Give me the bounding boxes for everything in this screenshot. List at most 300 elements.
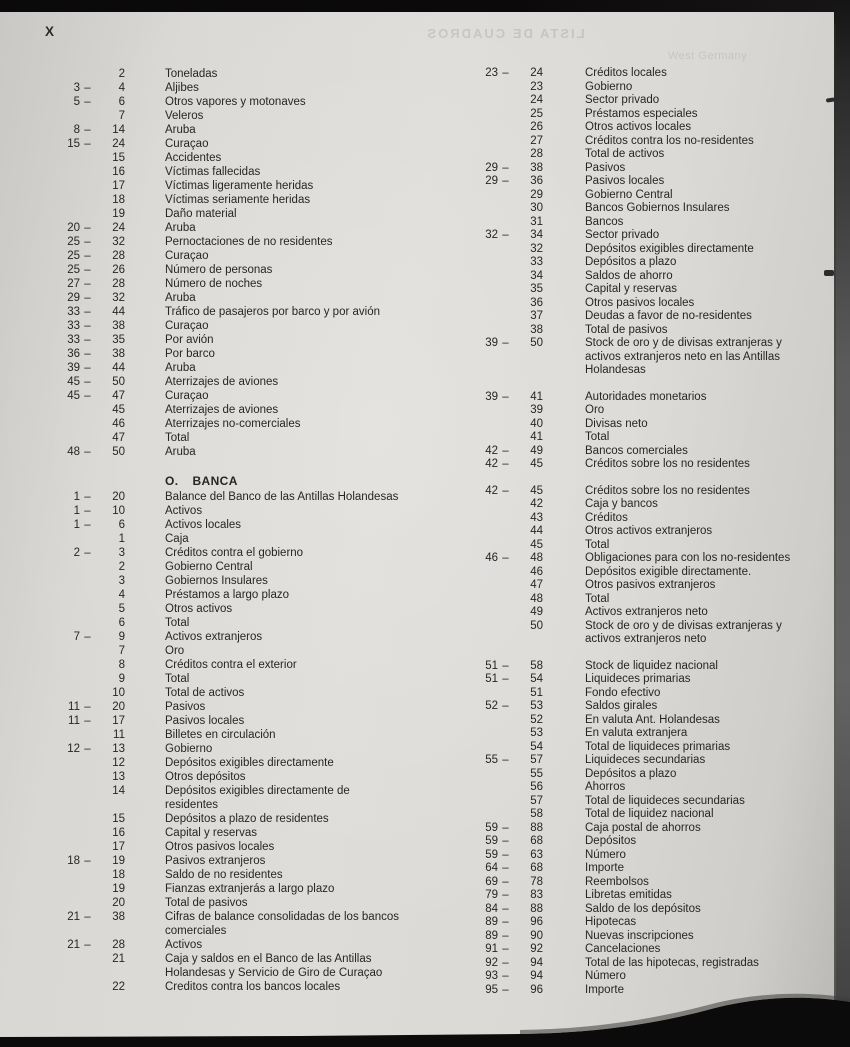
table-number-end: 21 bbox=[112, 953, 125, 965]
table-number-end: 25 bbox=[530, 107, 543, 120]
table-title: Bancos Gobiernos Insulares bbox=[585, 202, 730, 214]
table-number-end: 28 bbox=[530, 148, 543, 160]
table-number-end: 10 bbox=[112, 505, 125, 517]
table-number-end: 38 bbox=[112, 320, 125, 332]
range-dash: – bbox=[502, 862, 509, 874]
table-number-start: 1 bbox=[73, 519, 80, 531]
table-title: Capital y reservas bbox=[585, 283, 678, 295]
table-title: Créditos locales bbox=[585, 67, 667, 79]
range-dash: – bbox=[502, 444, 509, 457]
paper bbox=[0, 10, 836, 1047]
table-title: Por barco bbox=[165, 348, 215, 360]
table-number-start: 33 bbox=[67, 334, 80, 346]
section-header bbox=[40, 474, 454, 488]
index-row bbox=[458, 485, 842, 499]
table-number-end: 14 bbox=[112, 785, 125, 797]
table-number-start: 1 bbox=[73, 505, 80, 517]
table-number-end: 41 bbox=[530, 390, 543, 403]
table-title: Otros vapores y motonaves bbox=[165, 96, 306, 108]
range-dash: – bbox=[502, 956, 509, 969]
table-number-end: 50 bbox=[112, 446, 125, 458]
table-number-start: 59 bbox=[485, 821, 498, 834]
table-number-start: 15 bbox=[67, 138, 80, 150]
index-row bbox=[40, 305, 454, 319]
table-title: Aruba bbox=[165, 124, 196, 136]
table-number-start: 39 bbox=[67, 362, 80, 374]
table-number-start: 33 bbox=[67, 320, 80, 332]
range-dash: – bbox=[84, 278, 91, 290]
table-number-end: 24 bbox=[112, 222, 125, 234]
table-number-end: 46 bbox=[112, 418, 125, 430]
range-dash: – bbox=[502, 673, 509, 685]
index-row bbox=[40, 263, 454, 277]
table-number-end: 54 bbox=[530, 673, 543, 685]
table-number-end: 22 bbox=[112, 981, 125, 993]
index-row bbox=[40, 686, 454, 700]
table-title: Total de activos bbox=[585, 148, 665, 160]
index-row bbox=[458, 498, 842, 512]
index-row bbox=[458, 202, 842, 216]
table-title: Pasivos bbox=[585, 161, 626, 174]
range-dash: – bbox=[84, 446, 91, 458]
table-title: Total de pasivos bbox=[165, 897, 248, 909]
range-dash: – bbox=[502, 943, 509, 955]
table-title: Aljibes bbox=[165, 82, 199, 94]
table-number-end: 28 bbox=[112, 278, 125, 290]
index-row bbox=[40, 938, 454, 952]
table-title: Créditos contra los no-residentes bbox=[585, 134, 754, 147]
table-number-end: 48 bbox=[530, 592, 543, 605]
table-title: Curaçao bbox=[165, 250, 209, 262]
table-title: Créditos contra el gobierno bbox=[165, 547, 304, 559]
index-row bbox=[40, 319, 454, 333]
table-number-start: 89 bbox=[485, 929, 498, 942]
table-number-end: 32 bbox=[112, 292, 125, 304]
range-dash: – bbox=[502, 337, 509, 349]
table-number-end: 39 bbox=[530, 404, 543, 416]
table-number-end: 41 bbox=[530, 431, 543, 443]
index-row bbox=[458, 889, 842, 903]
table-number-end: 53 bbox=[530, 700, 543, 712]
index-row bbox=[40, 658, 454, 672]
table-title: Préstamos especiales bbox=[585, 107, 698, 120]
index-row bbox=[458, 862, 842, 876]
index-row bbox=[40, 193, 454, 207]
table-title: Aruba bbox=[165, 292, 196, 304]
table-number-start: 12 bbox=[67, 743, 80, 755]
table-title: Sector privado bbox=[585, 229, 660, 241]
range-dash: – bbox=[502, 902, 509, 915]
table-number-start: 42 bbox=[485, 484, 498, 497]
table-title: Caja y saldos en el Banco de las Antillas Holandesas y Servicio de Giro de Curaçao bbox=[165, 953, 383, 979]
index-row bbox=[40, 333, 454, 347]
index-row bbox=[40, 403, 454, 417]
table-title: Activos bbox=[165, 939, 203, 951]
table-number-end: 19 bbox=[112, 855, 125, 867]
table-title: Aterrizajes de aviones bbox=[165, 404, 279, 416]
range-dash: – bbox=[502, 916, 509, 928]
index-row bbox=[458, 660, 842, 674]
table-title: Saldo de los depósitos bbox=[585, 902, 701, 915]
table-title: Gobierno Central bbox=[585, 188, 673, 201]
index-row bbox=[458, 108, 842, 122]
index-row bbox=[40, 431, 454, 445]
index-row bbox=[40, 291, 454, 305]
table-title: Depósitos a plazo bbox=[585, 767, 677, 780]
table-number-end: 8 bbox=[118, 659, 125, 671]
index-row bbox=[458, 700, 842, 714]
table-number-end: 5 bbox=[118, 603, 125, 615]
table-title: Libretas emitidas bbox=[585, 889, 672, 901]
table-number-end: 68 bbox=[530, 862, 543, 874]
table-number-end: 28 bbox=[112, 939, 125, 951]
table-title: Depósitos exigible directamente. bbox=[585, 565, 752, 578]
table-number-end: 19 bbox=[112, 883, 125, 895]
index-row bbox=[40, 812, 454, 826]
table-title: Importe bbox=[585, 862, 624, 874]
table-title: Toneladas bbox=[165, 68, 218, 80]
range-dash: – bbox=[502, 875, 509, 888]
table-title: Bancos comerciales bbox=[585, 444, 688, 457]
index-row bbox=[40, 235, 454, 249]
table-title: Sector privado bbox=[585, 94, 660, 106]
table-title: Reembolsos bbox=[585, 875, 649, 888]
index-row bbox=[40, 165, 454, 179]
table-title: Número de noches bbox=[165, 278, 263, 290]
table-number-end: 45 bbox=[530, 458, 543, 470]
table-number-end: 14 bbox=[112, 124, 125, 136]
table-title: Liquideces primarias bbox=[585, 673, 691, 685]
table-title: Caja postal de ahorros bbox=[585, 821, 701, 834]
table-title: Por avión bbox=[165, 334, 214, 346]
index-row bbox=[40, 602, 454, 616]
table-title: Fianzas extranjerás a largo plazo bbox=[165, 883, 335, 895]
table-number-end: 96 bbox=[530, 983, 543, 996]
table-title: Total de las hipotecas, registradas bbox=[585, 956, 759, 969]
range-dash: – bbox=[502, 835, 509, 847]
table-title: Ahorros bbox=[585, 781, 626, 793]
range-dash: – bbox=[502, 821, 509, 834]
index-row bbox=[458, 768, 842, 782]
table-number-end: 7 bbox=[118, 110, 125, 122]
table-title: Aruba bbox=[165, 362, 196, 374]
table-number-end: 45 bbox=[112, 404, 125, 416]
table-number-end: 36 bbox=[530, 296, 543, 309]
table-number-end: 18 bbox=[112, 869, 125, 881]
table-number-end: 38 bbox=[112, 348, 125, 360]
table-number-start: 45 bbox=[67, 390, 80, 402]
table-title: Balance del Banco de las Antillas Holandesas bbox=[165, 491, 399, 503]
table-number-end: 2 bbox=[118, 561, 125, 573]
range-dash: – bbox=[84, 855, 91, 867]
table-number-end: 16 bbox=[112, 827, 125, 839]
table-title: En valuta extranjera bbox=[585, 727, 688, 739]
table-title: Billetes en circulación bbox=[165, 729, 276, 741]
table-title: Tráfico de pasajeros por barco y por avión bbox=[165, 306, 380, 318]
table-number-start: 55 bbox=[485, 754, 498, 766]
index-row bbox=[40, 840, 454, 854]
table-number-end: 50 bbox=[112, 376, 125, 388]
index-row bbox=[458, 525, 842, 539]
table-number-end: 23 bbox=[530, 80, 543, 93]
index-row bbox=[458, 297, 842, 311]
table-number-end: 9 bbox=[118, 631, 125, 643]
table-number-end: 13 bbox=[112, 743, 125, 755]
table-number-end: 20 bbox=[112, 897, 125, 909]
table-number-end: 47 bbox=[112, 432, 125, 444]
table-number-start: 51 bbox=[485, 673, 498, 685]
table-number-start: 8 bbox=[73, 124, 80, 136]
table-number-start: 95 bbox=[485, 983, 498, 996]
index-row bbox=[458, 579, 842, 593]
table-title: Total de liquideces secundarias bbox=[585, 794, 745, 807]
table-number-end: 88 bbox=[530, 902, 543, 915]
index-column-left bbox=[40, 67, 454, 994]
range-dash: – bbox=[84, 124, 91, 136]
table-title: Otros activos bbox=[165, 603, 233, 615]
table-number-end: 24 bbox=[530, 94, 543, 106]
range-dash: – bbox=[502, 848, 509, 861]
table-title: Otros activos locales bbox=[585, 121, 692, 133]
table-number-end: 4 bbox=[118, 82, 125, 94]
table-title: Hipotecas bbox=[585, 916, 637, 928]
range-dash: – bbox=[502, 390, 509, 403]
page-bottom-curl bbox=[0, 985, 850, 1047]
table-number-end: 32 bbox=[112, 236, 125, 248]
index-row bbox=[40, 700, 454, 714]
range-dash: – bbox=[84, 362, 91, 374]
table-number-end: 6 bbox=[118, 96, 125, 108]
row-gap bbox=[458, 647, 842, 660]
index-row bbox=[40, 742, 454, 756]
table-number-start: 59 bbox=[485, 835, 498, 847]
range-dash: – bbox=[502, 161, 509, 174]
table-title: Pasivos bbox=[165, 701, 206, 713]
index-row bbox=[40, 854, 454, 868]
table-number-end: 44 bbox=[112, 306, 125, 318]
table-number-end: 44 bbox=[530, 525, 543, 537]
table-title: Pasivos locales bbox=[585, 175, 665, 187]
table-number-end: 34 bbox=[530, 269, 543, 282]
table-title: Depósitos exigibles directamente de residentes bbox=[165, 785, 350, 811]
index-row bbox=[40, 137, 454, 151]
index-row bbox=[40, 560, 454, 574]
index-row bbox=[458, 189, 842, 203]
table-number-end: 38 bbox=[112, 911, 125, 923]
table-title: Oro bbox=[165, 645, 185, 657]
table-number-end: 27 bbox=[530, 134, 543, 147]
table-number-start: 1 bbox=[73, 491, 80, 503]
table-number-end: 83 bbox=[530, 889, 543, 901]
index-row bbox=[458, 687, 842, 701]
table-title: Gobierno bbox=[165, 743, 213, 755]
index-row bbox=[40, 714, 454, 728]
index-row bbox=[458, 94, 842, 108]
range-dash: – bbox=[84, 236, 91, 248]
range-dash: – bbox=[84, 334, 91, 346]
table-number-end: 32 bbox=[530, 242, 543, 255]
table-title: Pasivos extranjeros bbox=[165, 855, 266, 867]
table-number-end: 6 bbox=[118, 519, 125, 531]
table-number-start: 11 bbox=[68, 701, 80, 713]
index-row bbox=[40, 826, 454, 840]
table-number-end: 30 bbox=[530, 202, 543, 214]
index-row bbox=[40, 375, 454, 389]
table-title: Créditos sobre los no residentes bbox=[585, 484, 750, 497]
index-row bbox=[40, 952, 454, 980]
index-row bbox=[458, 243, 842, 257]
index-row bbox=[40, 109, 454, 123]
table-number-end: 7 bbox=[118, 645, 125, 657]
table-title: Aruba bbox=[165, 222, 196, 234]
range-dash: – bbox=[84, 306, 91, 318]
scan-top-shadow bbox=[0, 0, 850, 12]
table-title: Depósitos a plazo bbox=[585, 256, 677, 268]
table-title: Aruba bbox=[165, 446, 196, 458]
index-row bbox=[458, 903, 842, 917]
index-row bbox=[458, 67, 842, 81]
table-number-start: 46 bbox=[485, 552, 498, 564]
range-dash: – bbox=[502, 929, 509, 942]
range-dash: – bbox=[84, 939, 91, 951]
table-title: Préstamos a largo plazo bbox=[165, 589, 290, 601]
table-number-start: 51 bbox=[485, 659, 498, 672]
index-row bbox=[458, 404, 842, 418]
table-number-end: 42 bbox=[530, 498, 543, 510]
table-number-start: 7 bbox=[73, 631, 80, 643]
table-number-end: 58 bbox=[530, 808, 543, 820]
index-row bbox=[40, 490, 454, 504]
table-number-start: 39 bbox=[485, 390, 498, 403]
page-number: X bbox=[45, 24, 56, 39]
table-number-start: 3 bbox=[73, 82, 80, 94]
range-dash: – bbox=[84, 320, 91, 332]
table-number-end: 13 bbox=[112, 771, 125, 783]
range-dash: – bbox=[502, 889, 509, 901]
table-title: Creditos contra los bancos locales bbox=[165, 981, 341, 993]
table-number-end: 56 bbox=[530, 781, 543, 793]
table-number-start: 32 bbox=[485, 229, 498, 241]
index-row bbox=[40, 249, 454, 263]
index-row bbox=[40, 784, 454, 812]
index-row bbox=[458, 270, 842, 284]
table-title: Saldo de no residentes bbox=[165, 869, 283, 881]
table-title: Stock de oro y de divisas extranjeras y activos extranjeros neto bbox=[585, 619, 782, 645]
bleed-through-text: West Germany bbox=[668, 50, 748, 62]
table-title: Total de pasivos bbox=[585, 323, 668, 336]
index-row bbox=[40, 179, 454, 193]
table-number-start: 29 bbox=[485, 175, 498, 187]
range-dash: – bbox=[84, 390, 91, 402]
table-number-end: 78 bbox=[530, 875, 543, 888]
table-title: Otros activos extranjeros bbox=[585, 525, 713, 537]
table-number-end: 49 bbox=[530, 606, 543, 618]
table-number-end: 20 bbox=[112, 491, 125, 503]
range-dash: – bbox=[84, 505, 91, 517]
table-number-end: 96 bbox=[530, 916, 543, 928]
table-number-end: 58 bbox=[530, 659, 543, 672]
index-row bbox=[458, 835, 842, 849]
index-row bbox=[40, 588, 454, 602]
table-number-start: 52 bbox=[485, 700, 498, 712]
range-dash: – bbox=[84, 701, 91, 713]
index-row bbox=[458, 121, 842, 135]
table-title: Curaçao bbox=[165, 390, 209, 402]
index-row bbox=[458, 673, 842, 687]
range-dash: – bbox=[84, 348, 91, 360]
table-title: Total bbox=[585, 431, 610, 443]
index-row bbox=[40, 518, 454, 532]
index-row bbox=[458, 714, 842, 728]
table-number-end: 4 bbox=[118, 589, 125, 601]
table-number-end: 20 bbox=[112, 701, 125, 713]
index-row bbox=[40, 532, 454, 546]
index-row bbox=[40, 756, 454, 770]
scan-artifact bbox=[824, 270, 834, 276]
table-number-end: 63 bbox=[530, 848, 543, 861]
table-number-end: 50 bbox=[530, 619, 543, 632]
table-number-start: 92 bbox=[485, 956, 498, 969]
table-title: Total de activos bbox=[165, 687, 245, 699]
range-dash: – bbox=[84, 715, 91, 727]
table-number-start: 18 bbox=[67, 855, 80, 867]
range-dash: – bbox=[84, 82, 91, 94]
table-title: Gobierno Central bbox=[165, 561, 253, 573]
range-dash: – bbox=[84, 138, 91, 150]
table-number-end: 54 bbox=[530, 740, 543, 753]
index-row bbox=[458, 431, 842, 445]
table-number-end: 38 bbox=[530, 323, 543, 336]
table-title: Otros pasivos extranjeros bbox=[585, 579, 716, 591]
table-number-start: 91 bbox=[485, 943, 498, 955]
table-title: Otros pasivos locales bbox=[165, 841, 275, 853]
index-row bbox=[458, 162, 842, 176]
table-number-end: 9 bbox=[118, 673, 125, 685]
page-edge-line bbox=[834, 24, 836, 1024]
range-dash: – bbox=[502, 484, 509, 497]
section-letter: O. bbox=[165, 474, 179, 488]
table-number-start: 48 bbox=[67, 446, 80, 458]
index-row bbox=[458, 445, 842, 459]
table-number-end: 10 bbox=[112, 687, 125, 699]
index-row bbox=[458, 593, 842, 607]
table-number-end: 33 bbox=[530, 256, 543, 268]
index-row bbox=[458, 175, 842, 189]
index-row bbox=[458, 754, 842, 768]
table-number-start: 21 bbox=[67, 939, 80, 951]
table-title: Créditos sobre los no residentes bbox=[585, 458, 750, 470]
index-row bbox=[40, 770, 454, 784]
table-title: Pernoctaciones de no residentes bbox=[165, 236, 333, 248]
table-number-start: 5 bbox=[73, 96, 80, 108]
table-number-start: 27 bbox=[67, 278, 80, 290]
bleed-through-title: LISTA DE CUADROS bbox=[425, 26, 585, 41]
index-row bbox=[40, 417, 454, 431]
index-row bbox=[40, 882, 454, 896]
table-title: Gobiernos Insulares bbox=[165, 575, 268, 587]
table-number-end: 29 bbox=[530, 188, 543, 201]
table-number-end: 48 bbox=[530, 552, 543, 564]
table-title: Total bbox=[585, 592, 610, 605]
table-number-end: 55 bbox=[530, 767, 543, 780]
table-number-end: 88 bbox=[530, 821, 543, 834]
table-title: Capital y reservas bbox=[165, 827, 258, 839]
table-number-end: 24 bbox=[112, 138, 125, 150]
table-number-end: 17 bbox=[112, 180, 125, 192]
index-row bbox=[458, 539, 842, 553]
table-number-end: 18 bbox=[112, 194, 125, 206]
table-title: Pasivos locales bbox=[165, 715, 245, 727]
